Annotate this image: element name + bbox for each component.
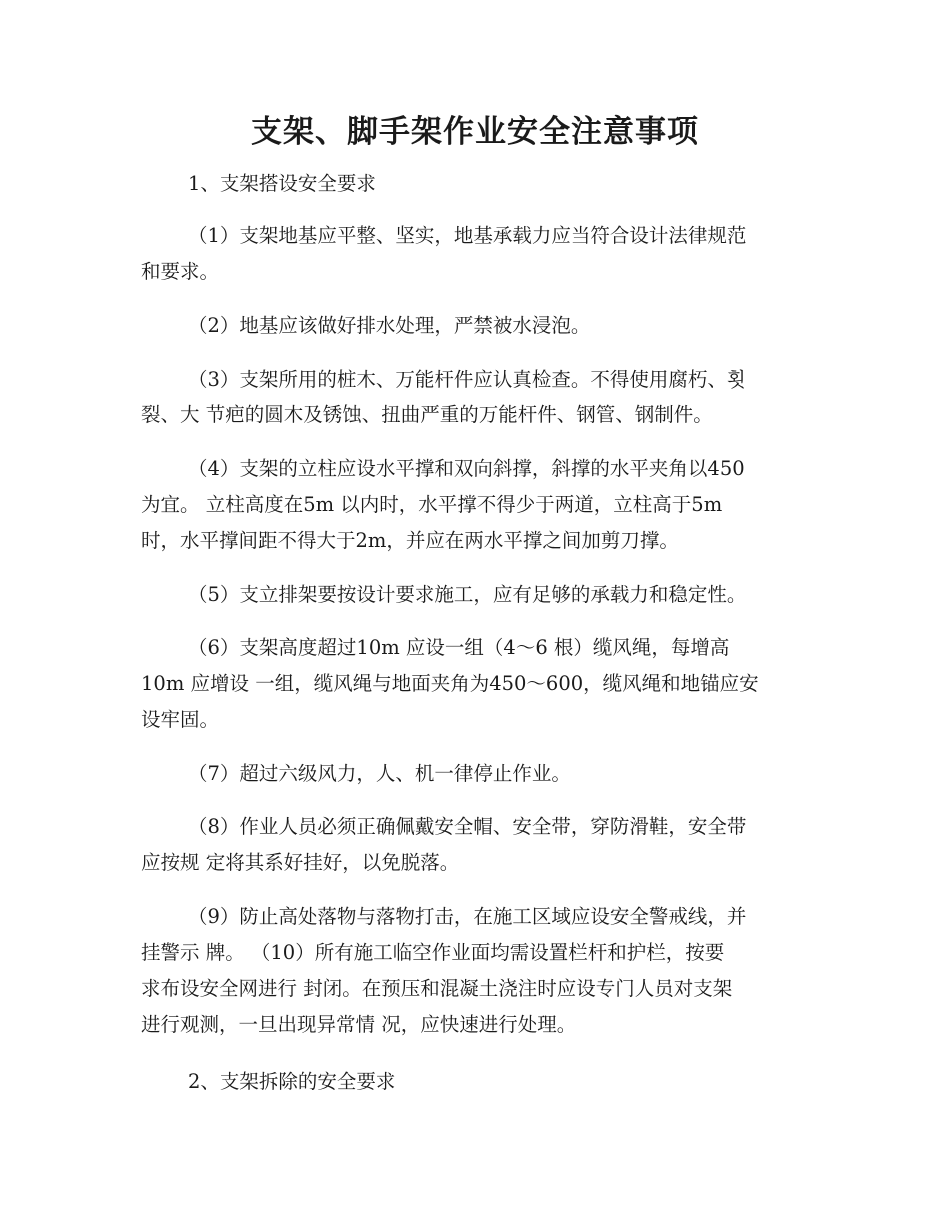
section-2-heading: 2、支架拆除的安全要求	[188, 1070, 396, 1093]
paragraph-5-line-1: （5）支立排架要按设计要求施工，应有足够的承载力和稳定性。	[188, 583, 747, 606]
paragraph-6-line-2: 10m 应增设 一组，缆风绳与地面夹角为450～600，缆风绳和地锚应安	[141, 672, 759, 695]
paragraph-9-line-2: 挂警示 牌。 （10）所有施工临空作业面均需设置栏杆和护栏，按要	[141, 941, 725, 964]
paragraph-9-line-4: 进行观测，一旦出现异常情 况，应快速进行处理。	[141, 1013, 577, 1036]
paragraph-6-line-1: （6）支架高度超过10m 应设一组（4～6 根）缆风绳，每增高	[188, 636, 730, 659]
paragraph-8-line-1: （8）作业人员必须正确佩戴安全帽、安全带，穿防滑鞋，安全带	[188, 815, 747, 838]
paragraph-4-line-1: （4）支架的立柱应设水平撑和双向斜撑，斜撑的水平夹角以450	[188, 457, 745, 480]
paragraph-4-line-2: 为宜。 立柱高度在5m 以内时，水平撑不得少于两道，立柱高于5m	[141, 493, 723, 516]
paragraph-8-line-2: 应按规 定将其系好挂好，以免脱落。	[141, 851, 460, 874]
paragraph-3-line-2: 裂、大 节疤的圆木及锈蚀、扭曲严重的万能杆件、钢管、钢制件。	[141, 403, 713, 426]
paragraph-4-line-3: 时，水平撑间距不得大于2m，并应在两水平撑之间加剪刀撑。	[141, 529, 679, 552]
paragraph-9-line-1: （9）防止高处落物与落物打击，在施工区域应设安全警戒线，并	[188, 905, 747, 928]
document-title: 支架、脚手架作业安全注意事项	[251, 114, 699, 150]
paragraph-1-line-2: 和要求。	[141, 260, 220, 283]
paragraph-7-line-1: （7）超过六级风力，人、机一律停止作业。	[188, 762, 571, 785]
paragraph-9-line-3: 求布设安全网进行 封闭。在预压和混凝土浇注时应设专门人员对支架	[141, 977, 733, 1000]
paragraph-1-line-1: （1）支架地基应平整、坚实，地基承载力应当符合设计法律规范	[188, 224, 747, 247]
paragraph-2-line-1: （2）地基应该做好排水处理，严禁被水浸泡。	[188, 314, 591, 337]
section-1-heading: 1、支架搭设安全要求	[188, 172, 376, 195]
paragraph-3-line-1: （3）支架所用的桩木、万能杆件应认真检查。不得使用腐朽、횟	[188, 368, 746, 391]
paragraph-6-line-3: 设牢固。	[141, 708, 220, 731]
